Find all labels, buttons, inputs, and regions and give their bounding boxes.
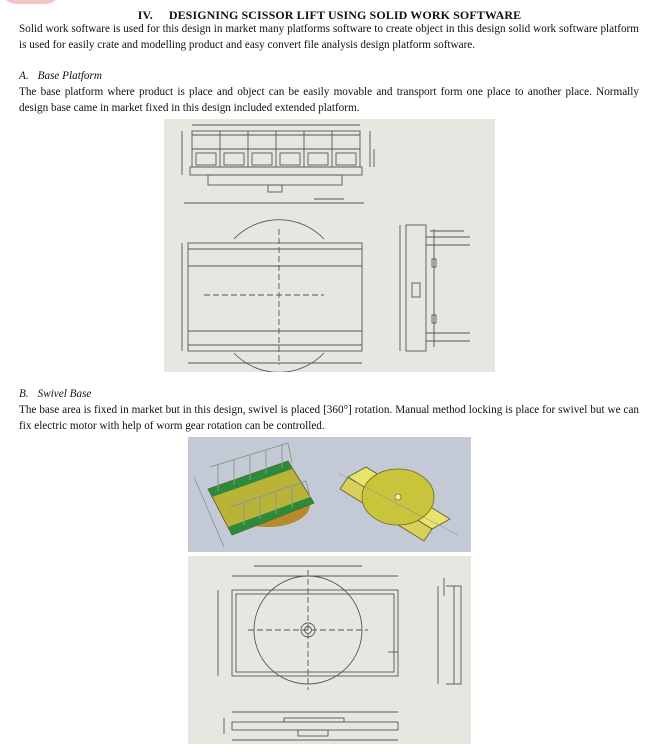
subsection-b-index: B. (19, 388, 29, 400)
section-number: IV. (137, 8, 153, 22)
drawing-background (164, 119, 495, 372)
drawing-background (188, 556, 471, 744)
subsection-b-heading (19, 388, 91, 400)
swivel-base-render (188, 437, 471, 552)
subsection-a-heading (19, 70, 102, 82)
section-heading (0, 8, 659, 23)
subsection-a-title: Base Platform (37, 70, 102, 82)
base-platform-drawing (164, 119, 495, 372)
subsection-a-index: A. (19, 70, 29, 82)
subsection-b-body: The base area is fixed in market but in this design, swivel is placed [360°] rotation. Manual method locking is place for swivel but we can fix electric motor with help of worm gear rotation can be controlled. (19, 404, 639, 432)
swivel-base-drawing (188, 556, 471, 744)
subsection-b-title: Swivel Base (37, 388, 92, 400)
section-intro: Solid work software is used for this design in market many platforms software to create object in this design solid work software platform is used for easily crate and modelling product and easy convert file analysis design platform software. (19, 23, 639, 51)
logo-fragment (2, 0, 60, 4)
subsection-a-body: The base platform where product is place and object can be easily movable and transport form one place to another place. Normally design base came in market fixed in this design included extended platform. (19, 86, 639, 114)
section-title: DESIGNING SCISSOR LIFT USING SOLID WORK SOFTWARE (168, 8, 522, 22)
